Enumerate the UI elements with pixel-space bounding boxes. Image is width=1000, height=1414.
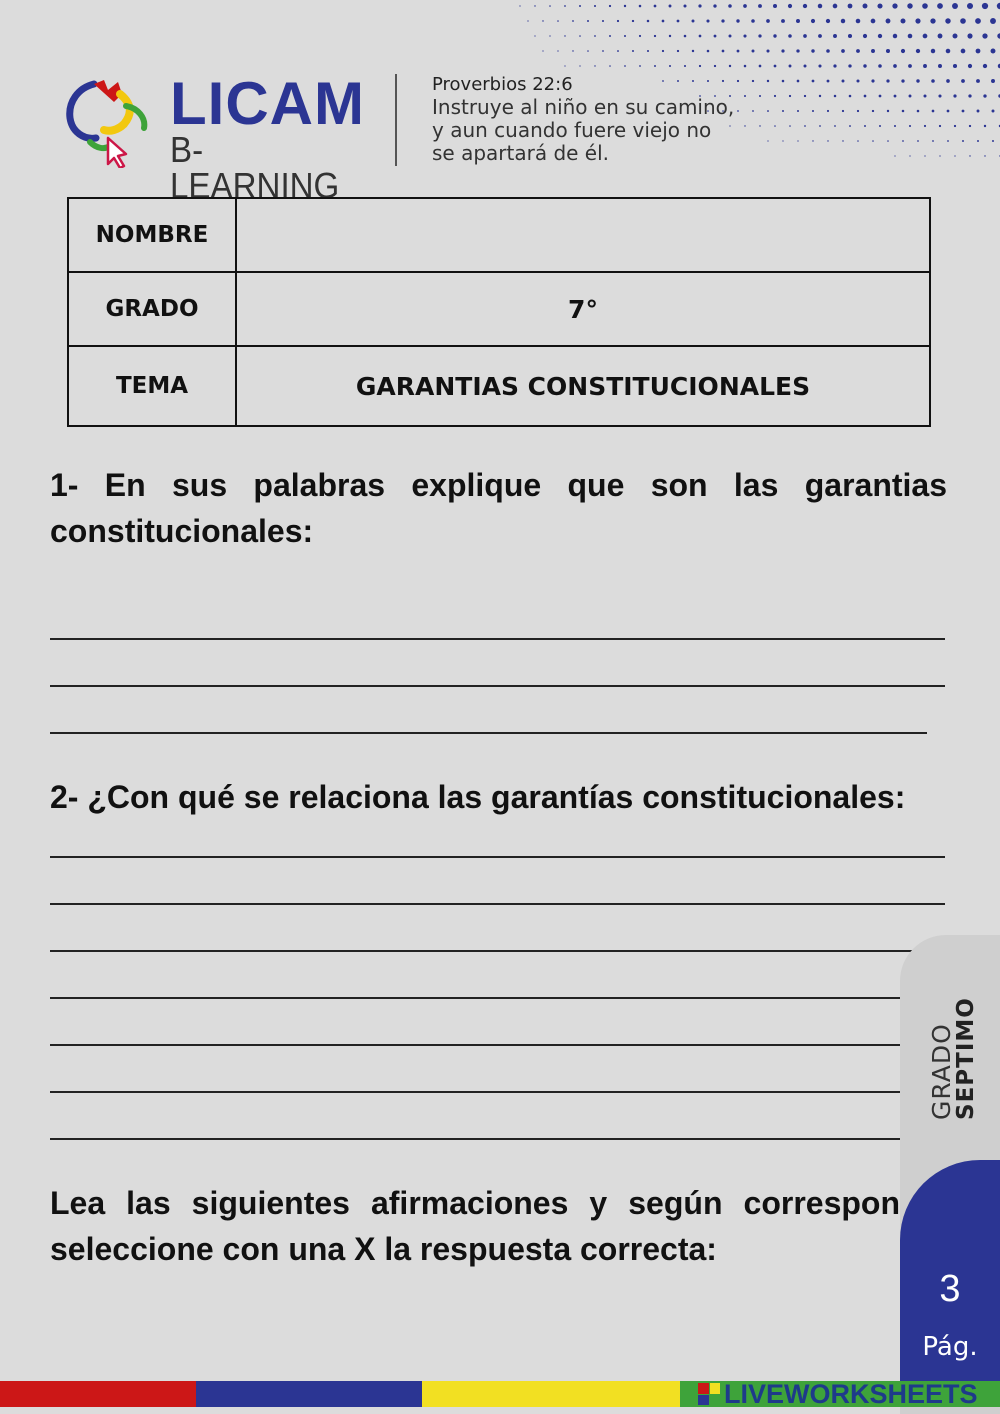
pattern-dot — [960, 18, 966, 24]
pattern-dot — [856, 49, 860, 53]
pattern-dot — [917, 140, 919, 142]
pattern-dot — [788, 34, 792, 38]
pattern-dot — [954, 125, 956, 127]
page-label: Pág. — [922, 1332, 978, 1362]
pattern-dot — [916, 49, 920, 53]
pattern-dot — [773, 34, 776, 37]
pattern-dot — [639, 5, 642, 8]
pattern-dot — [804, 125, 806, 127]
pattern-dot — [654, 5, 657, 8]
pattern-dot — [923, 34, 928, 39]
pattern-dot — [931, 79, 935, 83]
pattern-dot — [758, 34, 761, 37]
pattern-dot — [804, 65, 807, 68]
pattern-dot — [931, 49, 935, 53]
pattern-dot — [848, 4, 853, 9]
pattern-dot — [916, 79, 919, 82]
pattern-dot — [863, 34, 867, 38]
nombre-label: NOMBRE — [68, 198, 236, 272]
pattern-dot — [714, 35, 717, 38]
watermark-text: LIVEWORKSHEETS — [724, 1379, 978, 1409]
pattern-dot — [856, 19, 861, 24]
pattern-dot — [549, 5, 551, 7]
pattern-dot — [894, 95, 897, 98]
pattern-dot — [804, 95, 806, 97]
pattern-dot — [699, 35, 702, 38]
pattern-dot — [527, 20, 528, 21]
verse-line: se apartará de él. — [432, 141, 610, 165]
answer-line[interactable] — [50, 1091, 900, 1093]
pattern-dot — [819, 125, 821, 127]
pattern-dot — [932, 110, 935, 113]
pattern-dot — [594, 65, 595, 66]
pattern-dot — [894, 155, 895, 156]
pattern-dot — [976, 49, 981, 54]
pattern-dot — [647, 50, 649, 52]
pattern-dot — [781, 19, 785, 23]
pattern-dot — [962, 140, 964, 142]
pattern-dot — [594, 35, 596, 37]
pattern-dot — [744, 65, 747, 68]
table-row-tema — [68, 346, 930, 426]
pattern-dot — [684, 65, 686, 67]
pattern-dot — [872, 110, 874, 112]
pattern-dot — [519, 5, 520, 6]
pattern-dot — [857, 110, 859, 112]
answer-line[interactable] — [50, 1044, 900, 1046]
pattern-dot — [602, 20, 604, 22]
pattern-dot — [915, 18, 920, 23]
pattern-dot — [594, 5, 596, 7]
pattern-dot — [877, 3, 882, 8]
footer-bar-blue — [196, 1381, 422, 1407]
pattern-dot — [841, 49, 845, 53]
pattern-dot — [938, 34, 943, 39]
pattern-dot — [849, 95, 852, 98]
pattern-dot — [579, 65, 580, 66]
pattern-dot — [721, 19, 724, 22]
grado-value: 7° — [236, 272, 930, 346]
pattern-dot — [811, 49, 814, 52]
pattern-dot — [826, 19, 830, 23]
pattern-dot — [534, 35, 535, 36]
pattern-dot — [962, 110, 965, 113]
pattern-dot — [945, 18, 950, 23]
pattern-dot — [932, 140, 934, 142]
pattern-dot — [848, 34, 852, 38]
pattern-dot — [848, 64, 851, 67]
pattern-dot — [564, 35, 565, 36]
pattern-dot — [863, 64, 866, 67]
nombre-field[interactable] — [236, 198, 930, 272]
pattern-dot — [752, 50, 755, 53]
pattern-dot — [923, 64, 927, 68]
page-number: 3 — [939, 1268, 961, 1310]
pattern-dot — [991, 49, 996, 54]
pattern-dot — [737, 50, 740, 53]
pattern-dot — [662, 20, 665, 23]
pattern-dot — [841, 19, 845, 23]
pattern-dot — [609, 5, 611, 7]
pattern-dot — [922, 3, 928, 9]
pattern-dot — [954, 155, 955, 156]
pattern-dot — [766, 49, 769, 52]
pattern-dot — [579, 5, 581, 7]
pattern-dot — [743, 4, 747, 8]
pattern-dot — [887, 140, 889, 142]
pattern-dot — [624, 5, 626, 7]
verse-line: Instruye al niño en su camino, — [432, 95, 735, 119]
pattern-dot — [812, 140, 813, 141]
pattern-dot — [901, 79, 904, 82]
pattern-dot — [549, 35, 550, 36]
pattern-dot — [887, 110, 889, 112]
pattern-dot — [797, 80, 800, 83]
pattern-dot — [983, 64, 987, 68]
pattern-dot — [946, 79, 950, 83]
pattern-dot — [728, 4, 732, 8]
pattern-dot — [902, 140, 904, 142]
pattern-dot — [863, 4, 868, 9]
pattern-dot — [947, 110, 950, 113]
pattern-dot — [833, 34, 837, 38]
pattern-dot — [677, 50, 679, 52]
pattern-dot — [938, 64, 942, 68]
pattern-dot — [788, 4, 792, 8]
answer-line[interactable] — [50, 638, 945, 640]
question-1: 1- En sus palabras explique que son las garantias constitucionales: — [50, 467, 947, 549]
pattern-dot — [572, 20, 574, 22]
footer-bar-red — [0, 1381, 196, 1407]
pattern-dot — [879, 125, 881, 127]
pattern-dot — [886, 19, 891, 24]
pattern-dot — [909, 155, 910, 156]
header-divider — [395, 74, 397, 166]
pattern-dot — [818, 4, 822, 8]
pattern-dot — [617, 20, 619, 22]
pattern-dot — [796, 19, 800, 23]
grado-label: GRADO — [68, 272, 236, 346]
pattern-dot — [879, 95, 882, 98]
answer-line[interactable] — [50, 1138, 900, 1140]
pattern-dot — [842, 110, 844, 112]
answer-line[interactable] — [50, 732, 927, 734]
pattern-dot — [647, 20, 650, 23]
table-row-nombre — [68, 198, 930, 272]
pattern-dot — [683, 4, 686, 7]
pattern-dot — [818, 34, 822, 38]
pattern-dot — [811, 19, 815, 23]
pattern-dot — [969, 155, 970, 156]
pattern-dot — [602, 50, 604, 52]
brand-subtitle: B-LEARNING — [170, 129, 340, 206]
student-info-table — [67, 197, 931, 427]
pattern-dot — [699, 65, 701, 67]
pattern-dot — [864, 125, 866, 127]
pattern-dot — [617, 50, 619, 52]
pattern-dot — [609, 65, 611, 67]
pattern-dot — [924, 155, 925, 156]
pattern-dot — [587, 20, 589, 22]
pattern-dot — [878, 34, 882, 38]
answer-line[interactable] — [50, 950, 918, 952]
pattern-dot — [953, 64, 957, 68]
pattern-dot — [722, 50, 725, 53]
pattern-dot — [977, 140, 979, 142]
pattern-dot — [894, 125, 896, 127]
bible-verse — [432, 74, 792, 165]
pattern-dot — [818, 64, 821, 67]
pattern-dot — [946, 49, 951, 54]
pattern-dot — [878, 64, 882, 68]
licam-logo-icon — [64, 72, 156, 168]
pattern-dot — [692, 50, 694, 52]
pattern-dot — [930, 18, 935, 23]
pattern-dot — [714, 65, 716, 67]
pattern-dot — [713, 4, 716, 7]
pattern-dot — [892, 3, 897, 8]
licam-logo — [64, 70, 365, 206]
pattern-dot — [564, 5, 566, 7]
pattern-dot — [924, 125, 926, 127]
pattern-dot — [909, 125, 911, 127]
pattern-dot — [759, 65, 762, 68]
pattern-dot — [827, 140, 828, 141]
pattern-dot — [669, 35, 671, 37]
pattern-dot — [812, 110, 814, 112]
pattern-dot — [833, 64, 836, 67]
pattern-dot — [707, 50, 710, 53]
pattern-dot — [706, 19, 709, 22]
pattern-dot — [557, 50, 558, 51]
pattern-dot — [803, 4, 807, 8]
pattern-dot — [842, 140, 843, 141]
pattern-dot — [968, 94, 971, 97]
liveworksheets-logo-icon — [698, 1383, 720, 1405]
pattern-dot — [654, 35, 656, 37]
pattern-dot — [736, 19, 739, 22]
pattern-dot — [975, 18, 981, 24]
pattern-dot — [961, 79, 965, 83]
pattern-dot — [976, 79, 980, 83]
pattern-dot — [834, 95, 837, 98]
pattern-dot — [900, 18, 905, 23]
pattern-dot — [803, 34, 807, 38]
pattern-dot — [669, 5, 672, 8]
pattern-dot — [796, 49, 799, 52]
pattern-dot — [662, 50, 664, 52]
pattern-dot — [871, 79, 874, 82]
pattern-dot — [826, 49, 830, 53]
answer-line[interactable] — [50, 997, 900, 999]
pattern-dot — [827, 80, 830, 83]
verse-reference: Proverbios 22:6 — [432, 74, 573, 95]
pattern-dot — [827, 110, 829, 112]
pattern-dot — [624, 65, 626, 67]
tema-value: GARANTIAS CONSTITUCIONALES — [236, 346, 930, 426]
pattern-dot — [789, 65, 792, 68]
pattern-dot — [654, 65, 656, 67]
pattern-dot — [557, 20, 559, 22]
pattern-dot — [983, 94, 986, 97]
answer-line[interactable] — [50, 685, 945, 687]
pattern-dot — [984, 125, 986, 127]
pattern-dot — [849, 125, 851, 127]
pattern-dot — [834, 125, 836, 127]
pattern-dot — [797, 110, 799, 112]
pattern-dot — [977, 110, 980, 113]
pattern-dot — [833, 4, 838, 9]
pattern-dot — [969, 125, 971, 127]
pattern-dot — [967, 3, 973, 9]
pattern-dot — [669, 65, 671, 67]
pattern-dot — [579, 35, 581, 37]
pattern-dot — [952, 3, 958, 9]
pattern-dot — [692, 20, 695, 23]
pattern-dot — [773, 4, 777, 8]
liveworksheets-watermark — [698, 1380, 978, 1408]
pattern-dot — [677, 20, 680, 23]
pattern-dot — [534, 5, 535, 6]
pattern-dot — [609, 35, 611, 37]
pattern-dot — [684, 35, 687, 38]
pattern-dot — [758, 4, 762, 8]
pattern-dot — [908, 64, 912, 68]
table-row-grado — [68, 272, 930, 346]
pattern-dot — [856, 79, 859, 82]
pattern-dot — [886, 79, 889, 82]
pattern-dot — [939, 125, 941, 127]
pattern-dot — [917, 110, 920, 113]
pattern-dot — [542, 20, 543, 21]
pattern-dot — [639, 65, 641, 67]
verse-line: y aun cuando fuere viejo no — [432, 118, 712, 142]
pattern-dot — [812, 80, 815, 83]
answer-line[interactable] — [50, 856, 945, 858]
pattern-dot — [982, 33, 987, 38]
pattern-dot — [953, 34, 958, 39]
pattern-dot — [542, 50, 543, 51]
pattern-dot — [923, 94, 926, 97]
pattern-dot — [587, 50, 589, 52]
pattern-dot — [564, 65, 565, 66]
tema-label: TEMA — [68, 346, 236, 426]
footer-bar-yellow — [422, 1381, 680, 1407]
pattern-dot — [698, 4, 701, 7]
pattern-dot — [992, 110, 995, 113]
pattern-dot — [982, 3, 988, 9]
pattern-dot — [624, 35, 626, 37]
pattern-dot — [953, 94, 956, 97]
pattern-dot — [967, 33, 972, 38]
grade-side-label — [927, 997, 979, 1120]
pattern-dot — [947, 140, 949, 142]
pattern-dot — [908, 34, 913, 39]
pattern-dot — [961, 49, 966, 54]
pattern-dot — [902, 110, 905, 113]
pattern-dot — [632, 50, 634, 52]
pattern-dot — [797, 140, 798, 141]
pattern-dot — [774, 65, 777, 68]
pattern-dot — [938, 94, 941, 97]
pattern-dot — [939, 155, 940, 156]
brand-name: LICAM — [170, 70, 365, 137]
answer-line[interactable] — [50, 903, 945, 905]
pattern-dot — [872, 140, 874, 142]
pattern-dot — [781, 49, 784, 52]
pattern-dot — [984, 155, 985, 156]
pattern-dot — [743, 34, 746, 37]
pattern-dot — [907, 3, 912, 8]
pattern-dot — [871, 49, 875, 53]
pattern-dot — [766, 19, 770, 23]
pattern-dot — [992, 140, 994, 142]
pattern-dot — [632, 20, 634, 22]
pattern-dot — [572, 50, 573, 51]
pattern-dot — [729, 35, 732, 38]
pattern-dot — [909, 95, 912, 98]
septimo-side-text: SEPTIMO — [953, 997, 979, 1120]
pattern-dot — [819, 95, 821, 97]
pattern-dot — [871, 19, 876, 24]
pattern-dot — [991, 79, 995, 83]
pattern-dot — [729, 65, 731, 67]
grado-side-text: GRADO — [927, 1023, 956, 1120]
pattern-dot — [751, 19, 755, 23]
pattern-dot — [937, 3, 943, 9]
pattern-dot — [857, 140, 859, 142]
pattern-dot — [842, 80, 845, 83]
pattern-dot — [639, 35, 641, 37]
pattern-dot — [864, 95, 867, 98]
instruction-text: Lea las siguientes afirmaciones y según correspon seleccione con una X la respuesta correcta: — [50, 1185, 900, 1267]
pattern-dot — [893, 64, 897, 68]
question-2: 2- ¿Con qué se relaciona las garantías constitucionales: — [50, 779, 906, 815]
pattern-dot — [901, 49, 905, 53]
pattern-dot — [886, 49, 890, 53]
pattern-dot — [990, 18, 996, 24]
pattern-dot — [893, 34, 897, 38]
pattern-dot — [968, 64, 972, 68]
